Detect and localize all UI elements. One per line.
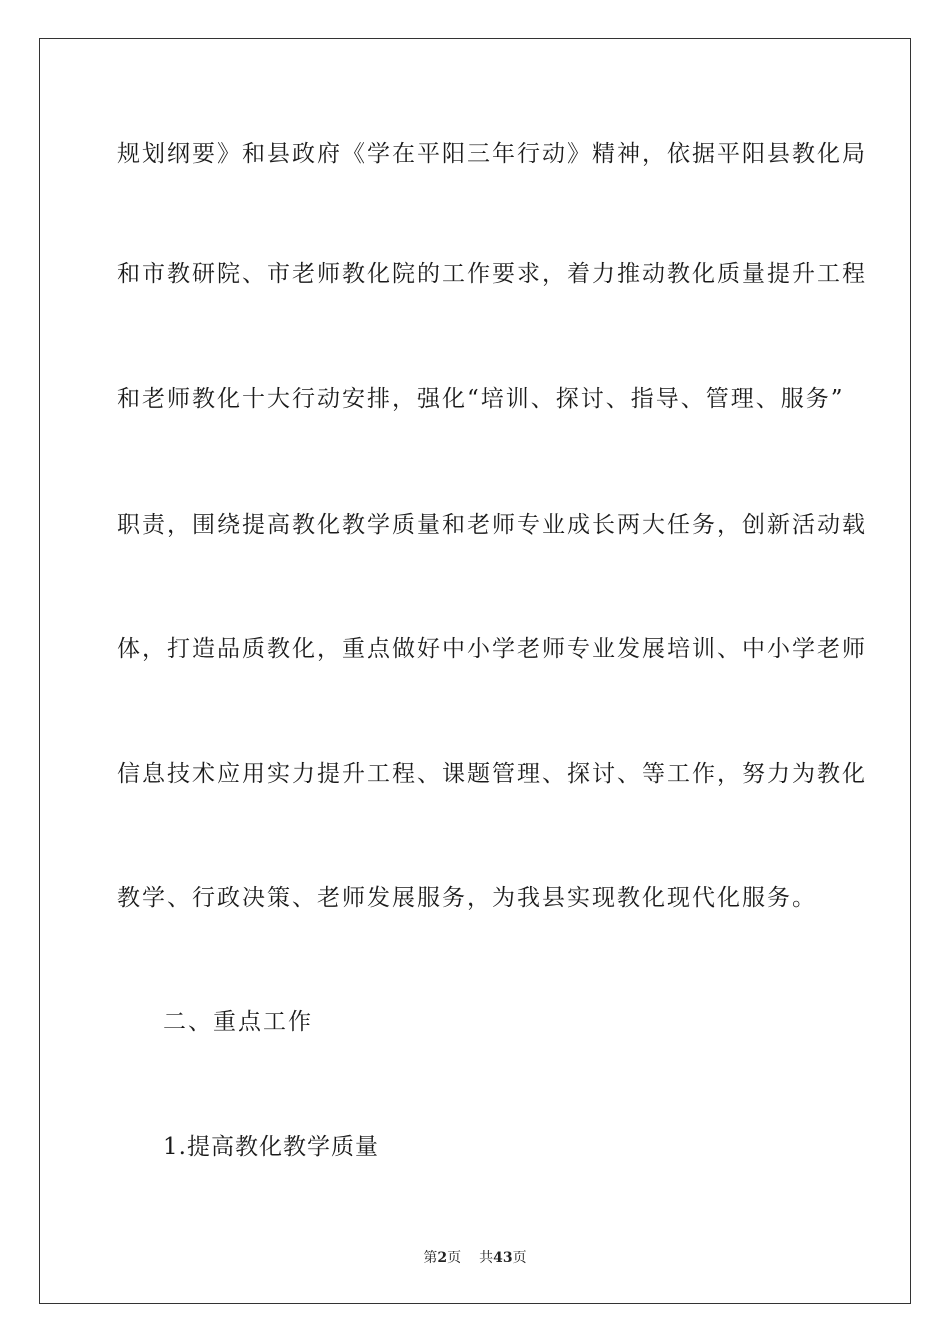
section-heading: 二、重点工作 (163, 1009, 313, 1035)
total-pages: 43 (493, 1250, 513, 1266)
page-number: 2 (437, 1250, 448, 1266)
page-prefix: 第 (423, 1250, 438, 1266)
page-footer (0, 1249, 950, 1267)
body-line-2: 和市教研院、市老师教化院的工作要求，着力推动教化质量提升工程 (117, 261, 867, 287)
body-line-1: 规划纲要》和县政府《学在平阳三年行动》精神，依据平阳县教化局 (117, 141, 867, 167)
page-border (39, 38, 911, 1304)
subheading: 1.提高教化教学质量 (163, 1134, 379, 1160)
body-line-4: 职责，围绕提高教化教学质量和老师专业成长两大任务，创新活动载 (117, 512, 867, 538)
body-line-5: 体，打造品质教化，重点做好中小学老师专业发展培训、中小学老师 (117, 636, 867, 662)
total-prefix: 共 (479, 1250, 494, 1266)
body-line-3: 和老师教化十大行动安排，强化“培训、探讨、指导、管理、服务” (117, 386, 845, 412)
body-line-7: 教学、行政决策、老师发展服务，为我县实现教化现代化服务。 (117, 885, 817, 911)
total-suffix: 页 (512, 1250, 527, 1266)
body-line-6: 信息技术应用实力提升工程、课题管理、探讨、等工作，努力为教化 (117, 761, 867, 787)
page-suffix: 页 (447, 1250, 462, 1266)
